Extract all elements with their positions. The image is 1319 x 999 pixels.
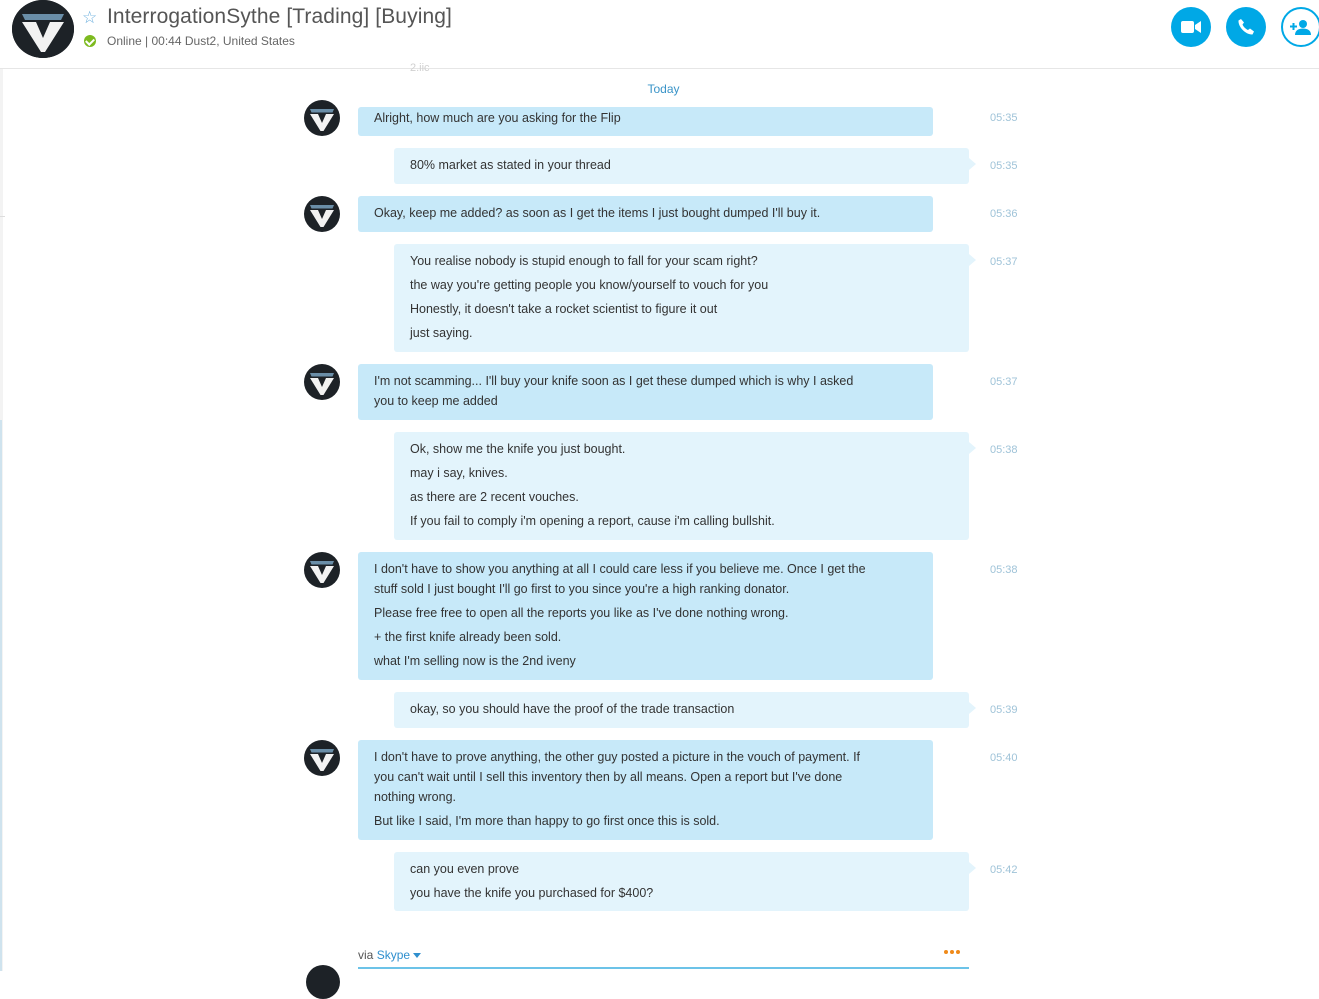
video-call-button[interactable]: [1171, 7, 1211, 47]
message-text: Ok, show me the knife you just bought.: [410, 442, 626, 456]
message-text: you to keep me added: [374, 394, 498, 408]
message-text: you have the knife you purchased for $400?: [410, 886, 654, 900]
message-bubble[interactable]: [394, 692, 969, 728]
message-timestamp: 05:36: [990, 208, 1018, 220]
service-name: Skype: [376, 948, 411, 962]
message-bubble[interactable]: [358, 107, 933, 136]
message-bubble[interactable]: [358, 552, 933, 680]
message-text: + the first knife already been sold.: [374, 630, 562, 644]
message-bubble[interactable]: [394, 148, 969, 184]
message-text: as there are 2 recent vouches.: [410, 490, 579, 504]
message-timestamp: 05:35: [990, 112, 1018, 124]
mood-text: 00:44 Dust2, United States: [151, 34, 295, 48]
message-bubble[interactable]: [358, 196, 933, 232]
self-avatar: [306, 965, 340, 999]
message-text: I don't have to prove anything, the other guy posted a picture in the vouch of payment. If: [374, 750, 861, 764]
message-text: You realise nobody is stupid enough to fall for your scam right?: [410, 254, 758, 268]
conversation-header: [0, 0, 1319, 69]
sender-avatar[interactable]: [304, 740, 340, 776]
online-status-icon: [84, 35, 96, 47]
message-timestamp: 05:38: [990, 564, 1018, 576]
message-text: you can't wait until I sell this inventory then by all means. Open a report but I've done: [374, 770, 843, 784]
message-timestamp: 05:42: [990, 864, 1018, 876]
message-timestamp: 05:37: [990, 376, 1018, 388]
message-text: But like I said, I'm more than happy to go first once this is sold.: [374, 814, 720, 828]
sender-avatar[interactable]: [304, 100, 340, 136]
sender-avatar[interactable]: [304, 364, 340, 400]
contact-avatar[interactable]: [12, 0, 74, 58]
message-text: what I'm selling now is the 2nd iveny: [374, 654, 576, 668]
message-text: 80% market as stated in your thread: [410, 158, 611, 172]
message-text: just saying.: [410, 326, 473, 340]
message-timestamp: 05:38: [990, 444, 1018, 456]
message-text: nothing wrong.: [374, 790, 457, 804]
favorite-star-icon[interactable]: ☆: [82, 8, 98, 28]
message-input[interactable]: [358, 967, 969, 973]
message-timestamp: 05:39: [990, 704, 1018, 716]
via-label: via: [358, 948, 374, 962]
left-panel-divider: [0, 216, 5, 217]
message-timestamp: 05:35: [990, 160, 1018, 172]
message-text: okay, so you should have the proof of the trade transaction: [410, 702, 735, 716]
left-panel-scroll-edge: [0, 420, 2, 971]
status-line: Online | 00:44 Dust2, United States: [107, 34, 295, 48]
message-text: I don't have to show you anything at all I could care less if you believe me. Once I get the: [374, 562, 866, 576]
date-divider: Today: [647, 82, 680, 96]
phone-icon: [1237, 18, 1255, 36]
contact-name: InterrogationSythe [Trading] [Buying]: [107, 5, 452, 28]
more-dots-icon: [944, 950, 948, 954]
skype-service-dropdown[interactable]: [377, 948, 421, 962]
message-bubble[interactable]: [394, 432, 969, 540]
voice-call-button[interactable]: [1226, 7, 1266, 47]
message-text: Honestly, it doesn't take a rocket scientist to figure it out: [410, 302, 718, 316]
via-selector: [358, 948, 421, 962]
sender-avatar[interactable]: [304, 196, 340, 232]
sender-avatar[interactable]: [304, 552, 340, 588]
message-bubble[interactable]: [358, 740, 933, 840]
chevron-down-icon: [413, 953, 421, 958]
message-bubble[interactable]: [358, 364, 933, 420]
message-text: Okay, keep me added? as soon as I get the items I just bought dumped I'll buy it.: [374, 206, 821, 220]
message-text: the way you're getting people you know/yourself to vouch for you: [410, 278, 769, 292]
message-text: Alright, how much are you asking for the Flip: [374, 111, 621, 125]
message-bubble[interactable]: [394, 852, 969, 911]
message-text: may i say, knives.: [410, 466, 508, 480]
add-person-icon: [1290, 18, 1312, 36]
message-bubble[interactable]: [394, 244, 969, 352]
previous-message-fragment: 2.iic: [410, 62, 430, 74]
message-timestamp: 05:37: [990, 256, 1018, 268]
message-text: I'm not scamming... I'll buy your knife soon as I get these dumped which is why I asked: [374, 374, 854, 388]
message-timestamp: 05:40: [990, 752, 1018, 764]
message-text: stuff sold I just bought I'll go first to you since you're a high ranking donator.: [374, 582, 790, 596]
status-label: Online: [107, 34, 142, 48]
video-call-icon: [1181, 20, 1201, 34]
message-text: If you fail to comply i'm opening a report, cause i'm calling bullshit.: [410, 514, 775, 528]
more-options-button[interactable]: [944, 950, 960, 954]
message-text: can you even prove: [410, 862, 520, 876]
message-text: Please free free to open all the reports you like as I've done nothing wrong.: [374, 606, 789, 620]
add-people-button[interactable]: [1281, 7, 1319, 47]
